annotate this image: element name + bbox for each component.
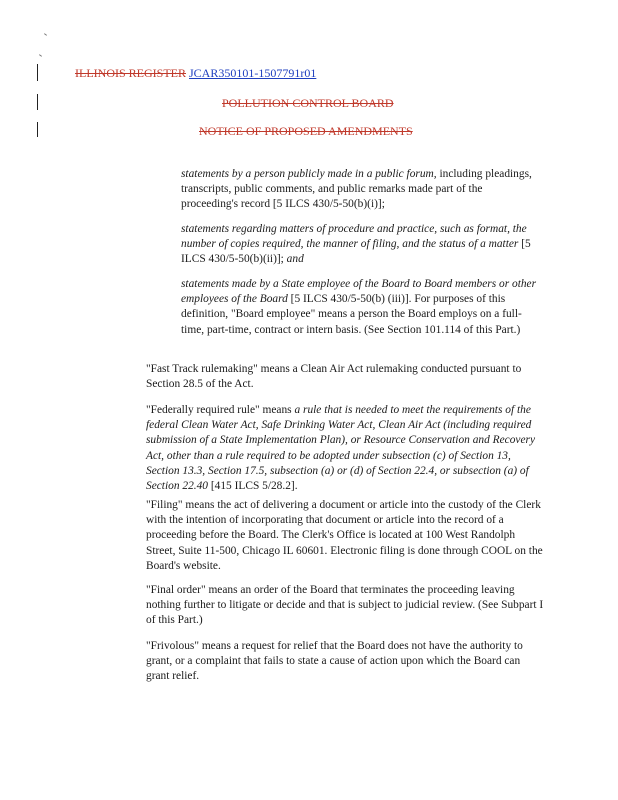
- paragraph-procedure: [181, 222, 541, 268]
- definition-federally-required-rule: [146, 403, 544, 494]
- paragraph-state-employee: [181, 277, 541, 338]
- revision-bar: [37, 122, 38, 137]
- scan-mark: [39, 54, 42, 57]
- definition-frivolous: "Frivolous" means a request for relief that the Board does not have the authority to grant, or a complaint that fails to state a cause of action upon which the Board can grant relief.: [146, 640, 523, 683]
- definition-final-order: "Final order" means an order of the Board that terminates the proceeding leaving nothing further to litigate or decide and that is subject to judicial review. (See Subpart I of this Part.): [146, 584, 544, 627]
- paragraph-text: "Federally required rule" means: [146, 404, 295, 416]
- notice-title: NOTICE OF PROPOSED AMENDMENTS: [199, 124, 413, 138]
- register-header: [75, 66, 316, 81]
- italic-text: and: [286, 253, 304, 266]
- board-title: POLLUTION CONTROL BOARD: [222, 96, 394, 110]
- italic-text: statements by a person publicly made in a public forum,: [181, 168, 437, 180]
- italic-text: statements regarding matters of procedure and practice, such as format, the number of copies required, the manner of filing, and the status of a matter: [181, 223, 527, 251]
- revision-bar: [37, 94, 38, 110]
- revision-bar: [37, 64, 38, 81]
- jcar-link[interactable]: JCAR350101-1507791r01: [189, 66, 317, 80]
- paragraph-text: [415 ILCS 5/28.2].: [208, 480, 298, 493]
- italic-text: statements made by a State employee of the Board to Board members or other employees of the Board: [181, 278, 537, 306]
- register-title: ILLINOIS REGISTER: [75, 66, 186, 80]
- scan-mark: [44, 33, 47, 36]
- definition-filing: "Filing" means the act of delivering a document or article into the custody of the Clerk with the intention of incorporating that document or article into the record of a proceeding before the Board. The Clerk's Office is located at 100 West Randolph Street, Suite 11-500, Chicago IL 60601. Electronic filing is done through COOL on the Board's website.: [146, 499, 543, 572]
- paragraph-text: [5 ILCS 430/5-50(b)(ii)];: [181, 238, 531, 266]
- paragraph-text: [5 ILCS 430/5-50(b) (iii)]. For purposes of this definition, "Board employee" means a person the Board employs on a full-time, part-time, contract or intern basis. (See Section 101.114 of this Part.): [181, 293, 522, 336]
- definition-fast-track: "Fast Track rulemaking" means a Clean Air Act rulemaking conducted pursuant to Section 28.5 of the Act.: [146, 363, 522, 391]
- italic-text: a rule that is needed to meet the requirements of the federal Clean Water Act, Safe Drinking Water Act, Clean Air Act (including required submission of a State Implementation Plan), or Resource Conservation and Recovery Act, other than a rule required to be adopted under subsection (c) of Section 13, Section 13.3, Section 17.5, subsection (a) or (d) of Section 22.4, or subsection (a) of Section 22.40: [146, 404, 536, 493]
- paragraph-text: including pleadings, transcripts, public comments, and public remarks made part of the proceeding's record [5 ILCS 430/5-50(b)(i)];: [181, 168, 532, 211]
- paragraph-public-forum: [181, 167, 541, 213]
